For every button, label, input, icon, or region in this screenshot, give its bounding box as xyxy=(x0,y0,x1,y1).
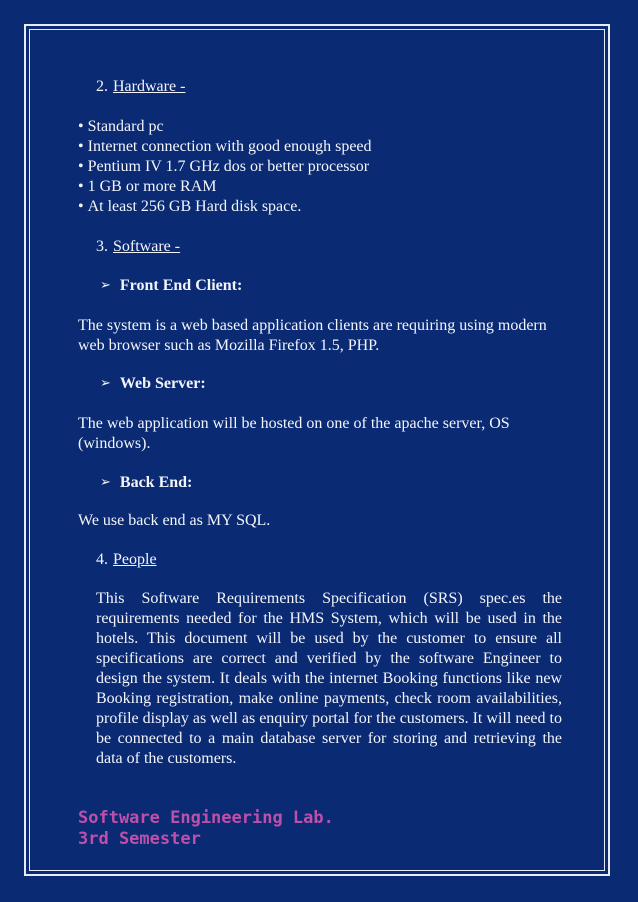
footer xyxy=(78,808,334,850)
people-title: People xyxy=(113,551,157,568)
arrow-bullet-icon: ➢ xyxy=(100,376,111,391)
front-end-heading: ➢ Front End Client: xyxy=(100,277,243,294)
footer-course: Software Engineering Lab. xyxy=(78,808,334,828)
software-number: 3. xyxy=(96,238,108,255)
hardware-list xyxy=(78,117,562,217)
bullet-icon: • xyxy=(78,198,84,215)
back-end-text: We use back end as MY SQL. xyxy=(78,512,271,529)
people-heading xyxy=(96,550,562,570)
list-item: • Internet connection with good enough speed xyxy=(78,138,372,155)
bullet-icon: • xyxy=(78,138,84,155)
people-number: 4. xyxy=(96,551,108,568)
list-item: • At least 256 GB Hard disk space. xyxy=(78,198,302,215)
hardware-title: Hardware - xyxy=(113,78,186,95)
software-title: Software - xyxy=(113,238,181,255)
list-item: • 1 GB or more RAM xyxy=(78,178,217,195)
front-end-text: The system is a web based application clients are requiring using modern web browser such as Mozilla Firefox 1.5, PHP. xyxy=(78,317,547,354)
arrow-bullet-icon: ➢ xyxy=(100,475,111,490)
list-item: • Standard pc xyxy=(78,118,164,135)
back-end-heading: ➢ Back End: xyxy=(100,474,193,491)
web-server-heading: ➢ Web Server: xyxy=(100,375,206,392)
bullet-icon: • xyxy=(78,118,84,135)
hardware-number: 2. xyxy=(96,78,108,95)
web-server-text: The web application will be hosted on one of the apache server, OS (windows). xyxy=(78,415,510,452)
hardware-heading xyxy=(96,77,562,97)
bullet-icon: • xyxy=(78,178,84,195)
software-heading xyxy=(96,237,562,257)
footer-semester: 3rd Semester xyxy=(78,829,201,849)
arrow-bullet-icon: ➢ xyxy=(100,278,111,293)
people-text: This Software Requirements Specification (SRS) spec.es the requirements needed for the HMS System, which will be used in the hotels. This document will be used by the customer to ensure all specifications are correct and verified by the software Engineer to design the system. It deals with the internet Booking functions like new Booking registration, make online payments, check room availabilities, profile display as well as enquiry portal for the customers. It will need to be connected to a main database server for storing and retrieving the data of the customers. xyxy=(96,590,562,767)
list-item: • Pentium IV 1.7 GHz dos or better processor xyxy=(78,158,370,175)
bullet-icon: • xyxy=(78,158,84,175)
page-content xyxy=(78,77,562,769)
